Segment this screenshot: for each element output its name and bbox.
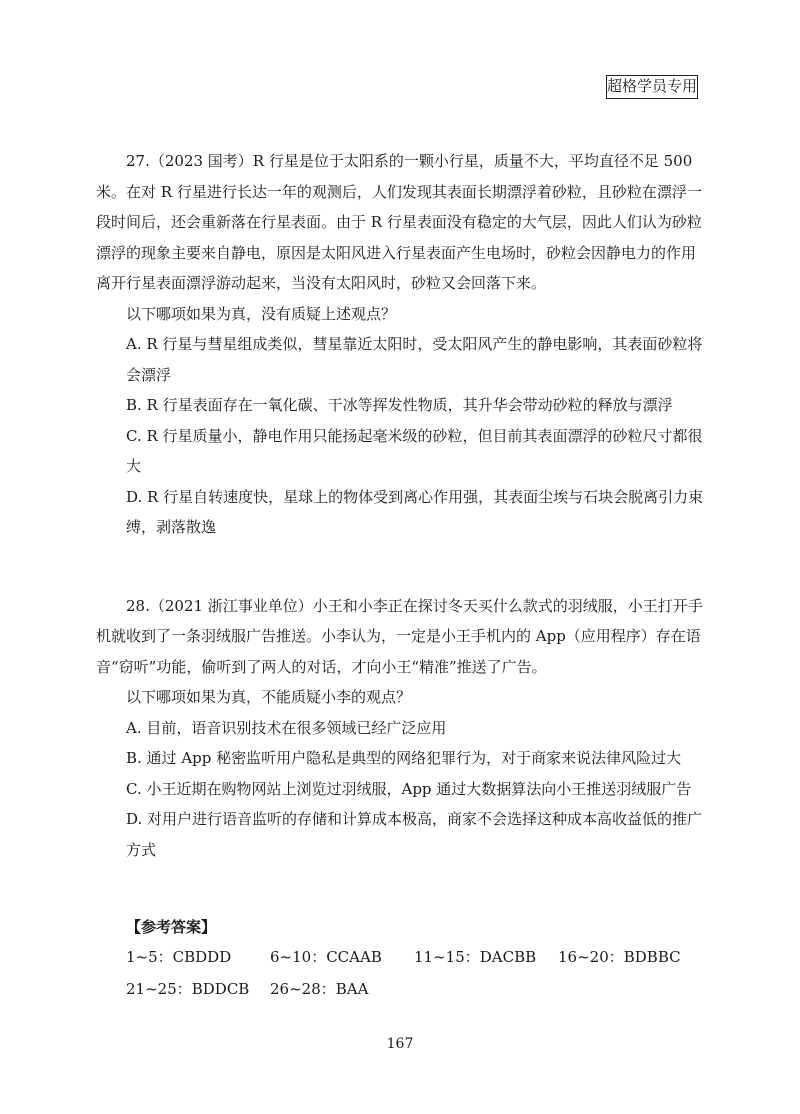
question-28-option-b: B. 通过 App 秘密监听用户隐私是典型的网络犯罪行为，对于商家来说法律风险过大	[126, 749, 682, 767]
question-28-option-c: C. 小王近期在购物网站上浏览过羽绒服，App 通过大数据算法向小王推送羽绒服广告	[126, 779, 692, 798]
answer-item: 16~20：BDBBC	[558, 948, 681, 966]
question-27-option-d: D. R 行星自转速度快，星球上的物体受到离心作用强，其表面尘埃与石块会脱离引力束缚，剥落散逸	[126, 487, 704, 536]
question-28	[96, 591, 704, 866]
answer-row	[96, 942, 704, 974]
header-tag: 超格学员专用	[606, 75, 698, 99]
question-27-option-c: C. R 行星质量小，静电作用只能扬起毫米级的砂粒，但目前其表面漂浮的砂粒尺寸都很大	[126, 426, 703, 475]
section-spacer	[96, 543, 704, 591]
question-27-option-a: A. R 行星与彗星组成类似，彗星靠近太阳时，受太阳风产生的静电影响，其表面砂粒将会漂浮	[126, 335, 703, 384]
answer-row	[96, 974, 704, 1006]
question-27-prompt: 以下哪项如果为真，没有质疑上述观点？	[126, 304, 397, 323]
answer-item: 1~5：CBDDD	[126, 948, 232, 966]
answer-item: 26~28：BAA	[270, 980, 369, 998]
question-28-prompt: 以下哪项如果为真，不能质疑小李的观点？	[126, 688, 412, 706]
question-27-option-b: B. R 行星表面存在一氧化碳、干冰等挥发性物质，其升华会带动砂粒的释放与漂浮	[126, 396, 673, 414]
section-spacer	[96, 865, 704, 912]
question-27	[96, 146, 704, 543]
answer-key	[96, 912, 704, 1006]
page-content	[96, 146, 704, 1006]
page-number: 167	[386, 1036, 414, 1052]
question-28-option-a: A. 目前，语音识别技术在很多领域已经广泛应用	[126, 718, 447, 737]
answer-item: 21~25：BDDCB	[126, 980, 250, 998]
question-28-option-d: D. 对用户进行语音监听的存储和计算成本极高，商家不会选择这种成本高收益低的推广方式	[126, 810, 703, 859]
answer-key-title: 【参考答案】	[126, 918, 217, 936]
answer-item: 11~15：DACBB	[414, 948, 537, 966]
answer-item: 6~10：CCAAB	[270, 948, 382, 966]
question-28-stem: 28.（2021 浙江事业单位）小王和小李正在探讨冬天买什么款式的羽绒服，小王打开手机就收到了一条羽绒服广告推送。小李认为，一定是小王手机内的 App（应用程序）存在语音“窃听”功能，偷听到了两人的对话，才向小王“精准”推送了广告。	[96, 596, 703, 676]
question-27-stem: 27.（2023 国考）R 行星是位于太阳系的一颗小行星，质量不大，平均直径不足 500 米。在对 R 行星进行长达一年的观测后，人们发现其表面长期漂浮着砂粒，且砂粒在漂浮一段时间后，还会重新落在行星表面。由于 R 行星表面没有稳定的大气层，因此人们认为砂粒漂浮的现象主要来自静电，原因是太阳风进入行星表面产生电场时，砂粒会因静电力的作用离开行星表面漂浮游动起来，当没有太阳风时，砂粒又会回落下来。	[96, 152, 702, 292]
